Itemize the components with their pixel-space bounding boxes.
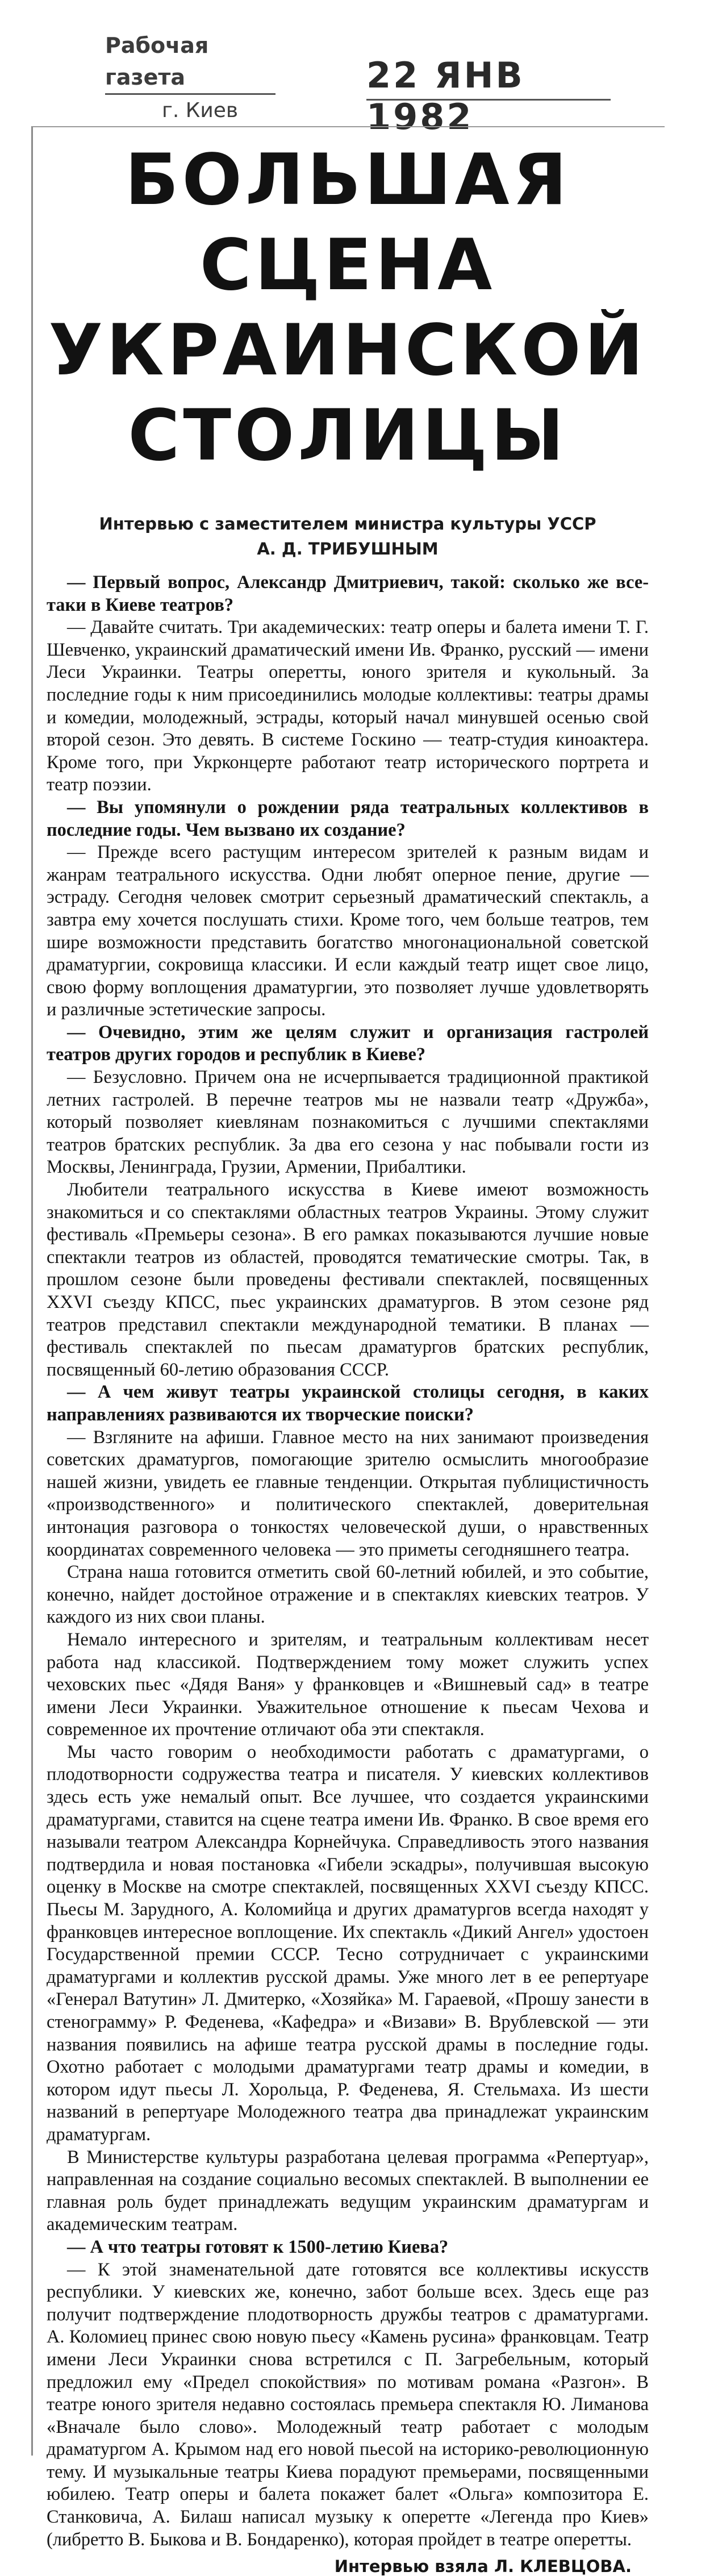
clipping-header bbox=[105, 30, 628, 137]
newspaper-city: г. Киев bbox=[162, 99, 239, 122]
article-body bbox=[47, 572, 649, 2551]
interview-question: — Первый вопрос, Александр Дмитриевич, такой: сколько же все-таки в Киеве театров? bbox=[47, 572, 649, 615]
interview-answer: — Давайте считать. Три академических: театр оперы и балета имени Т. Г. Шевченко, украинский драматический имени Ив. Франко, русский — имени Леси Украинки. Театры оперетты, юного зрителя и кукольный. За последние годы к ним присоединились молодые коллективы: театры драмы и комедии, молодежный, эстрады, который начал минувшей осенью свой второй сезон. Это девять. В системе Госкино — театр-студия киноактера. Кроме того, при Укрконцерте работают театр исторического портрета и театр поэзии. bbox=[47, 617, 649, 795]
interview-question: — Очевидно, этим же целям служит и организация гастролей театров других городов и республик в Киеве? bbox=[47, 1022, 649, 1065]
date-stamp bbox=[366, 55, 633, 137]
interview-answer: — Прежде всего растущим интересом зрителей к разным видам и жанрам театрального искусства. Одни любят оперное пение, другие — эстраду. Сегодня человек смотрит серьезный драматический спектакль, а завтра ему хочется послушать стихи. Кроме того, чем больше театров, тем шире возможности представить богатство многонациональной советской драматургии, сокровища классики. И если каждый театр ищет свое лицо, свою форму воплощения драматургии, это позволяет лучше удовлетворять и различные эстетические запросы. bbox=[47, 842, 649, 1020]
interview-answer: Любители театрального искусства в Киеве имеют возможность знакомиться и со спектаклями областных театров Украины. Этому служит фестиваль «Премьеры сезона». В его рамках показываются лучшие новые спектакли театров из областей, проводятся тематические смотры. Так, в прошлом сезоне были проведены фестивали спектаклей, посвященных XXVI съезду КПСС, пьес украинских драматургов. В этом сезоне ряд театров представил спектакли международной тематики. В планах — фестиваль спектаклей по пьесам драматургов братских республик, посвященный 60-летию образования СССР. bbox=[47, 1179, 649, 1380]
headline-line-2: УКРАИНСКОЙ СТОЛИЦЫ bbox=[48, 310, 647, 477]
interview-answer: — К этой знаменательной дате готовятся все коллективы искусств республики. У киевских же, конечно, забот больше всех. Здесь еще раз получит подтверждение плодотворность дружбы театров с драматургами. А. Коломиец принес свою новую пьесу «Камень русина» франковцам. Театр имени Леси Украинки снова встретился с П. Загребельным, который предложил ему «Предел спокойствия» по мотивам романа «Разгон». В театре юного зрителя недавно состоялась премьера спектакля Ю. Лиманова «Вначале было слово». Молодежный театр работает с молодым драматургом А. Крымом над его новой пьесой на историко-революционную тему. И музыкальные театры Киева порадуют премьерами, посвященными юбилею. Театр оперы и балета покажет балет «Ольга» композитора Е. Станковича, А. Билаш написал музыку к оперетте «Легенда про Киев» (либретто В. Быкова и В. Бондаренко), которая пройдет в театре оперетты. bbox=[47, 2259, 649, 2550]
interview-answer: — Безусловно. Причем она не исчерпывается традиционной практикой летних гастролей. В перечне театров мы не назвали театр «Дружба», который позволяет киевлянам познакомиться с лучшими спектаклями театров братских республик. За два его сезона у нас побывали гости из Москвы, Ленинграда, Грузии, Армении, Прибалтики. bbox=[47, 1067, 649, 1178]
interview-question: — Вы упомянули о рождении ряда театральных коллективов в последние годы. Чем вызвано их создание? bbox=[47, 797, 649, 840]
interview-answer: — Взгляните на афиши. Главное место на них занимают произведения советских драматургов, помогающие зрителю осмыслить многообразие нашей жизни, увидеть ее главные тенденции. Открытая публицистичность «производственного» и политического спектаклей, доверительная интонация разговора о тонкостях человеческой души, о нравственных координатах современного человека — это приметы сегодняшнего театра. bbox=[47, 1427, 649, 1560]
subhead-line-2: А. Д. ТРИБУШНЫМ bbox=[257, 539, 439, 558]
headline-line-1: БОЛЬШАЯ СЦЕНА bbox=[124, 139, 571, 306]
date-underline bbox=[366, 99, 611, 101]
newspaper-stamp bbox=[105, 30, 293, 122]
interview-question: — А чем живут театры украинской столицы сегодня, в каких направлениях развиваются их творческие поиски? bbox=[47, 1382, 649, 1425]
interview-answer: Мы часто говорим о необходимости работать с драматургами, о плодотворности содружества театра и писателя. У киевских коллективов здесь есть уже немалый опыт. Все лучшее, что создается украинскими драматургами, ставится на сцене театра имени Ив. Франко. В свое время его называли театром Александра Корнейчука. Справедливость этого названия подтвердила и новая постановка «Гибели эскадры», получившая высокую оценку в Москве на смотре спектаклей, посвященных XXVI съезду КПСС. Пьесы М. Зарудного, А. Коломийца и других драматургов всегда находят у франковцев интересное воплощение. Их спектакль «Дикий Ангел» удостоен Государственной премии СССР. Тесно сотрудничает с украинскими драматургами и коллектив русской драмы. Уже много лет в ее репертуаре «Генерал Ватутин» Л. Дмитерко, «Хозяйка» М. Гараевой, «Прошу занести в стенограмму» Р. Феденева, «Кафедра» и «Визави» В. Врублевской — эти названия появились на афише театра русской драмы в последние годы. Охотно работает с молодыми драматургами театр драмы и комедии, в котором идут пьесы Л. Хорольца, Р. Феденева, Я. Стельмаха. Из шести названий в репертуаре Молодежного театра два принадлежат украинским драматургам. bbox=[47, 1741, 649, 2145]
interview-answer: Страна наша готовится отметить свой 60-летний юбилей, и это событие, конечно, найдет достойное отражение и в спектаклях киевских театров. У каждого из них свои планы. bbox=[47, 1562, 649, 1628]
subhead-line-1: Интервью с заместителем министра культуры УССР bbox=[99, 514, 596, 533]
interview-answer: Немало интересного и зрителям, и театральным коллективам несет работа над классикой. Подтверждением тому может служить успех чеховских пьес «Дядя Ваня» у франковцев и «Вишневый сад» в театре имени Леси Украинки. Уважительное отношение к пьесам Чехова и современное их прочтение отличают оба эти спектакля. bbox=[47, 1629, 649, 1740]
headline bbox=[47, 137, 649, 478]
signature: Интервью взяла Л. КЛЕВЦОВА. bbox=[334, 2557, 632, 2576]
newspaper-name: Рабочая газета bbox=[105, 30, 275, 95]
article bbox=[31, 126, 665, 2576]
interview-question: — А что театры готовят к 1500-летию Киева? bbox=[67, 2236, 449, 2257]
interview-answer: В Министерстве культуры разработана целевая программа «Репертуар», направленная на создание социально весомых спектаклей. В выполнении ее главная роль будет принадлежать ведущим украинским драматургам и академическим театрам. bbox=[47, 2146, 649, 2235]
subheadline bbox=[47, 511, 649, 561]
date-text: 22 ЯНВ 1982 bbox=[366, 55, 525, 137]
